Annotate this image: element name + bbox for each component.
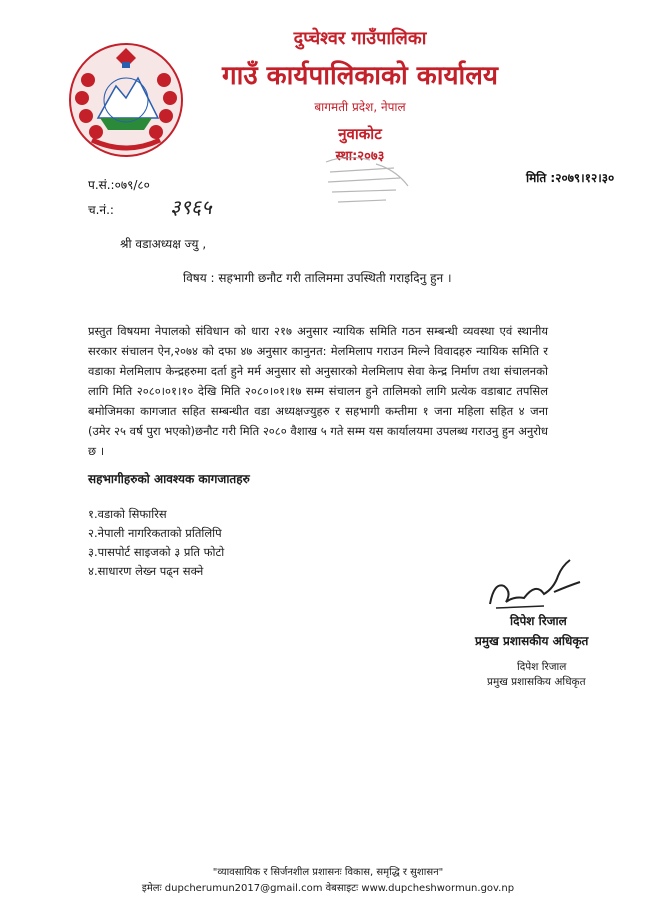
signatory-name-handwritten: दिपेश रिजाल xyxy=(517,661,567,673)
list-item: ४.साधारण लेख्न पढ्न सक्ने xyxy=(88,564,204,578)
subject-line: विषय : सहभागी छनौट गरी तालिममा उपस्थिती गराइदिनु हुन । xyxy=(183,271,452,285)
signatory-name: दिपेश रिजाल xyxy=(510,614,567,628)
letter-date: मिति :२०७९।१२।३० xyxy=(526,171,615,185)
office-stamp-icon xyxy=(316,150,416,214)
patra-sankhya: प.सं.:०७९/८० xyxy=(88,178,150,192)
requirements-heading: सहभागीहरुको आवश्यक कागजातहरु xyxy=(88,472,250,486)
nepal-emblem-icon xyxy=(66,40,186,160)
list-item: १.वडाको सिफारिस xyxy=(88,507,167,521)
signatory-title-handwritten: प्रमुख प्रशासकिय अधिकृत xyxy=(487,676,586,688)
municipality-name: दुप्चेश्वर गाउँपालिका xyxy=(293,28,427,49)
footer-contact: इमेलः dupcherumun2017@gmail.com वेबसाइटः www.dupcheshwormun.gov.np xyxy=(141,883,515,894)
established-year: स्था:२०७३ xyxy=(335,149,385,164)
signatory-title: प्रमुख प्रशासकीय अधिकृत xyxy=(475,634,589,648)
footer-motto: "व्यावसायिक र सिर्जनशील प्रशासनः विकास, समृद्धि र सुशासन" xyxy=(212,867,444,878)
chalani-number-handwritten: ३९६५ xyxy=(170,195,212,219)
province-name: बागमती प्रदेश, नेपाल xyxy=(314,100,406,114)
addressee: श्री वडाअध्यक्ष ज्यु , xyxy=(120,237,207,251)
district-name: नुवाकोट xyxy=(338,125,382,143)
list-item: २.नेपाली नागरिकताको प्रतिलिपि xyxy=(88,526,222,540)
chalani-label: च.नं.: xyxy=(88,203,114,217)
letter-body: प्रस्तुत विषयमा नेपालको संविधान को धारा २१७ अनुसार न्यायिक समिति गठन सम्बन्धी व्यवस्था एवं स्थानीय सरकार संचालन ऐन,२०७४ को दफा ४७ अनुसार कानुनत: मेलमिलाप गराउन मिल्ने विवादहरु न्यायिक समिति र वडाका मेलमिलाप केन्द्रहरुमा दर्ता हुने मर्म अनुसार सो अनुसारको मेलमिलाप सेवा केन्द्र निर्माण तथा संचालनको लागि मिति २०८०।०१।१० देखि मिति २०८०।०१।१७ सम्म संचालन हुने तालिमको लागि प्रत्येक वडाबाट तपसिल बमोजिमका कागजात सहित सम्बन्धीत वडा अध्यक्षज्युहरु र सहभागी कम्तीमा १ जना महिला सहित ४ जना (उमेर २५ वर्ष पुरा भएको)छनौट गरी मिति २०८० वैशाख ५ गते सम्म यस कार्यालयमा उपलब्ध गराउनु हुन अनुरोध छ । xyxy=(88,324,548,458)
requirements-list xyxy=(88,505,224,581)
list-item: ३.पासपोर्ट साइजको ३ प्रति फोटो xyxy=(88,545,225,559)
office-name: गाउँ कार्यपालिकाको कार्यालय xyxy=(222,61,498,91)
signature-icon xyxy=(484,552,594,612)
